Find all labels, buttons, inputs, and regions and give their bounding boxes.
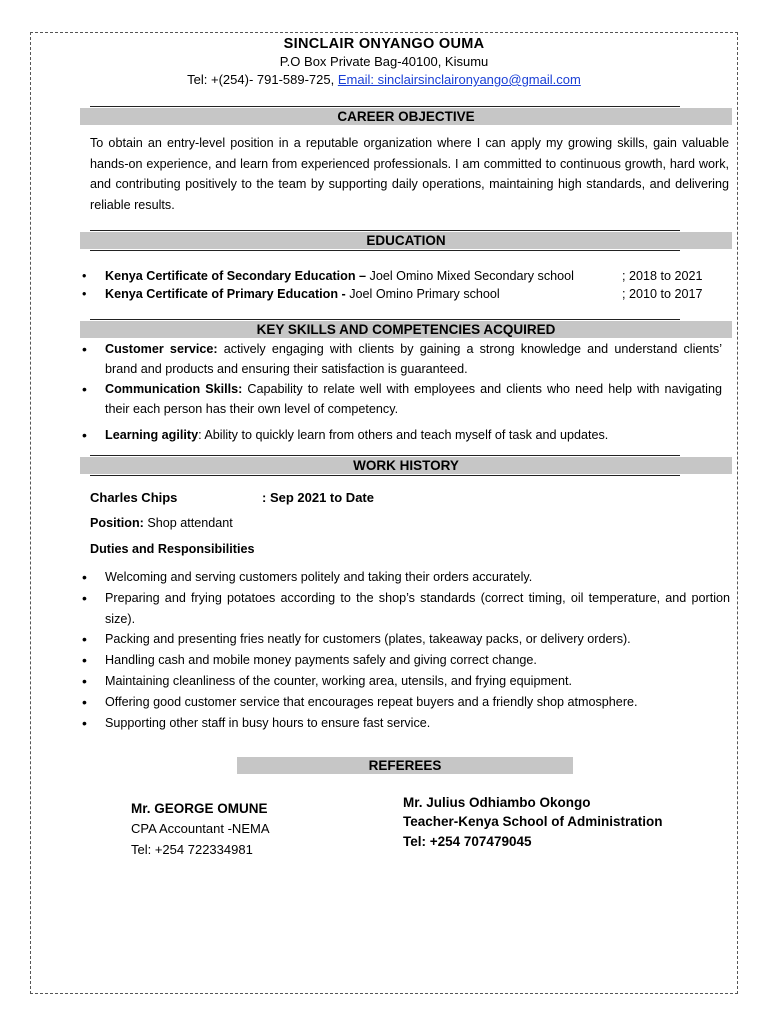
skill-desc: Capability to relate well with employees and clients who need help with navigating their each person has their own level of competency.: [105, 382, 722, 416]
list-item: • Handling cash and mobile money payments safely and giving correct change.: [82, 650, 730, 671]
skill-desc: actively engaging with clients by gaining a strong knowledge and understand clients’ brand and products and ensuring their satisfaction is guaranteed.: [105, 342, 722, 376]
list-item: [82, 379, 722, 419]
list-item: [82, 425, 722, 445]
skill-name: Customer service:: [105, 342, 218, 356]
years: ; 2018 to 2021: [622, 269, 703, 283]
bullet: •: [82, 269, 87, 283]
position: [90, 516, 233, 530]
career-objective-heading: CAREER OBJECTIVE: [337, 109, 475, 124]
referees-heading: REFEREES: [368, 758, 442, 773]
position-label: Position:: [90, 516, 144, 530]
position-value: Shop attendant: [143, 516, 233, 530]
referee-1-name: Mr. GEORGE OMUNE: [131, 801, 268, 816]
skill-name: Learning agility: [105, 428, 199, 442]
school: Joel Omino Primary school: [345, 287, 500, 301]
career-line: [90, 106, 680, 107]
duties-heading: Duties and Responsibilities: [90, 542, 255, 556]
work-underline: [90, 475, 680, 476]
list-item: • Maintaining cleanliness of the counter, working area, utensils, and frying equipment.: [82, 671, 730, 692]
skills-list: [82, 339, 722, 445]
contact-line: [0, 72, 768, 87]
duties-list: [82, 567, 730, 733]
referee-1-phone: Tel: +254 722334981: [131, 842, 253, 857]
referee-1-title: CPA Accountant -NEMA: [131, 821, 270, 836]
list-item: [82, 339, 722, 379]
skill-desc: : Ability to quickly learn from others and teach myself of task and updates.: [198, 428, 609, 442]
skills-heading: KEY SKILLS AND COMPETENCIES ACQUIRED: [256, 322, 556, 337]
work-line: [90, 455, 680, 456]
referee-2-phone: Tel: +254 707479045: [403, 834, 532, 849]
education-underline: [90, 250, 680, 251]
work-history-heading: WORK HISTORY: [353, 458, 459, 473]
skill-name: Communication Skills:: [105, 382, 243, 396]
qualification: Kenya Certificate of Secondary Education –: [105, 269, 367, 283]
years: ; 2010 to 2017: [622, 287, 703, 301]
referee-2-name: Mr. Julius Odhiambo Okongo: [403, 795, 591, 810]
skills-line: [90, 319, 680, 320]
list-item: • Welcoming and serving customers politely and taking their orders accurately.: [82, 567, 730, 588]
employment-period: : Sep 2021 to Date: [262, 490, 374, 505]
list-item: • Supporting other staff in busy hours to ensure fast service.: [82, 713, 730, 734]
email-link[interactable]: Email: sinclairsinclaironyango@gmail.com: [337, 72, 581, 87]
qualification: Kenya Certificate of Primary Education -: [105, 287, 346, 301]
bullet: •: [82, 287, 87, 301]
education-line: [90, 230, 680, 231]
career-objective-text: To obtain an entry-level position in a reputable organization where I can apply my growing skills, gain valuable hands-on experience, and learn from experienced professionals. I am committed to continuous growth, hard work, and contributing positively to the team by supporting daily operations, maintaining high standards, and delivering reliable results.: [90, 136, 729, 212]
list-item: • Offering good customer service that encourages repeat buyers and a friendly shop atmosphere.: [82, 692, 730, 713]
education-heading: EDUCATION: [366, 233, 446, 248]
referee-2-title: Teacher-Kenya School of Administration: [403, 814, 663, 829]
list-item: • Packing and presenting fries neatly for customers (plates, takeaway packs, or delivery orders).: [82, 629, 730, 650]
postal-address: P.O Box Private Bag-40100, Kisumu: [279, 54, 489, 69]
candidate-name: SINCLAIR ONYANGO OUMA: [283, 36, 485, 52]
phone-text: Tel: +(254)- 791-589-725,: [187, 72, 338, 87]
list-item: • Preparing and frying potatoes according to the shop’s standards (correct timing, oil temperature, and portion size).: [82, 588, 730, 630]
school: Joel Omino Mixed Secondary school: [366, 269, 574, 283]
company-name: Charles Chips: [90, 490, 178, 505]
